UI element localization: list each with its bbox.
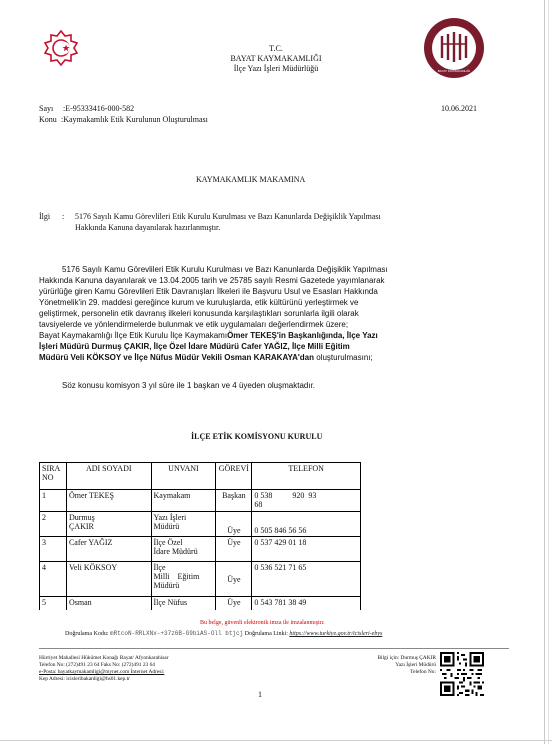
body-line-6: tavsiyelerde ve yönlendirmelerde bulunmak ve etik uygulamaları değerlendirmek üzere; [39, 320, 349, 329]
footer-kep-line: Kep Adresi: icisleribakanligi@hs01.kep.tr [39, 676, 130, 682]
body-line-8-bold: İşleri Müdürü Durmuş ÇAKIR, İlçe Özel İdare Müdürü Cafer YAĞIZ, İlçe Milli Eğitim [39, 342, 350, 351]
sayi-label: Sayı [39, 104, 54, 113]
qr-code [440, 652, 484, 696]
table-title: İLÇE ETİK KOMİSYONU KURULU [191, 432, 323, 441]
cell-name: Durmuş ÇAKIR [66, 512, 151, 537]
table-row [40, 562, 361, 597]
cell-title: Kaymakam [151, 490, 216, 512]
cell-no: 2 [40, 512, 67, 537]
header-tc: T.C. [269, 44, 283, 53]
table-row [40, 537, 361, 562]
header-telefon: TELEFON [252, 463, 361, 490]
cell-no: 3 [40, 537, 67, 562]
footer-address [39, 655, 279, 683]
body-line-9-bold: Müdürü Veli KÖKSOY ve İlçe Nüfus Müdür Vekili Osman KARAKAYA'dan [39, 353, 315, 362]
ilgi-separator: : [62, 212, 65, 221]
cell-role: Üye [216, 512, 252, 537]
cell-title: İlçe Özel İdare Müdürü [151, 537, 216, 562]
header-sira-no: SIRA NO [40, 463, 67, 490]
page-edge-right-shadow [548, 0, 549, 744]
cell-title: İlçe Nüfus [151, 597, 216, 611]
cell-name: Veli KÖKSOY [66, 562, 151, 597]
page-edge-bottom [0, 740, 552, 741]
footer-contact [330, 655, 436, 676]
body-line-9-plain: oluşturulmasını; [314, 353, 373, 362]
header-department: İlçe Yazı İşleri Müdürlüğü [233, 64, 319, 73]
body-line-9 [39, 352, 541, 363]
cell-no: 1 [40, 490, 67, 512]
cell-phone: 0 543 781 38 49 [252, 597, 361, 611]
cell-role: Üye [216, 597, 252, 611]
cell-phone: 0 538 920 93 68 [252, 490, 361, 512]
ilgi-label: İlgi [39, 212, 51, 221]
addressee: KAYMAKAMLIK MAKAMINA [196, 175, 306, 184]
cell-title: Yazı İşleri Müdürü [151, 512, 216, 537]
verification-code-label: Doğrulama Kodu: [65, 631, 109, 637]
cell-title: İlçe Milli Eğitim Müdürü [151, 562, 216, 597]
ilgi-line1: 5176 Sayılı Kamu Görevlileri Etik Kurulu Kurulması ve Bazı Kanunlarda Değişiklik Yapılması [75, 212, 381, 221]
cell-role: Başkan [216, 490, 252, 512]
table-row [40, 597, 361, 611]
verification-line [65, 630, 382, 637]
verification-code-value: mRtcoN-RRLXNx-+37z6B-G9biAS-Oll btjcj [110, 630, 244, 637]
cell-no: 4 [40, 562, 67, 597]
cell-phone: 0 537 429 01 18 [252, 537, 361, 562]
cell-no: 5 [40, 597, 67, 611]
footer-info-title: Yazı İşleri Müdürü [395, 662, 436, 668]
verification-link-label: Doğrulama Linki: [244, 631, 288, 637]
header-institution: BAYAT KAYMAKAMLIĞI [230, 54, 322, 63]
body-line-4: Yönetmelik'in 29. maddesi gereğince kurum ve kuruluşlarda, etik kültürünü yerleştirmek ve [39, 298, 359, 307]
table-row [40, 512, 361, 537]
body-line-5: geliştirmek, personelin etik davranış ilkeleri konusunda karşılaştıkları sorunlarla ilgili olarak [39, 309, 359, 318]
page-number: 1 [258, 690, 262, 699]
konu-label: Konu [39, 115, 57, 124]
kaymakamlik-logo-text: BAYAT KAYMAKAMLIĞI [437, 69, 471, 73]
document-date: 10.06.2021 [441, 104, 477, 113]
kaymakamlik-logo [422, 16, 486, 80]
body-line-3: yürürlüğe giren Kamu Görevlileri Etik Davranışları İlkeleri ile Başvuru Usul ve Esasları Hakkında [39, 287, 378, 296]
body-line-8 [39, 341, 541, 352]
body-paragraph-2: Söz konusu komisyon 3 yıl süre ile 1 başkan ve 4 üyeden oluşmaktadır. [62, 381, 316, 390]
body-line-7-bold: Ömer TEKEŞ'in Başkanlığında, İlçe Yazı [227, 331, 378, 340]
ministry-logo [38, 28, 84, 68]
cell-role: Üye [216, 562, 252, 597]
footer-info-phone: Telefon No: [410, 669, 436, 675]
esign-notice: Bu belge, güvenli elektronik imza ile imzalanmıştır. [200, 620, 325, 626]
table-header-row [40, 463, 361, 490]
footer-email-line: e-Posta: bayatkaymakamligi@mynet.com İnternet Adresi: [39, 669, 165, 675]
table-row [40, 490, 361, 512]
komisyon-table-wrap [39, 462, 362, 610]
cell-name: Cafer YAĞIZ [66, 537, 151, 562]
footer-divider [39, 648, 509, 649]
body-paragraph [39, 264, 541, 363]
footer-address-line: Hürriyet Mahallesi Hükümet Konağı Bayat/ Afyonkarahisar [39, 655, 169, 661]
cell-role: Üye [216, 537, 252, 562]
verification-link[interactable]: https://www.turkiye.gov.tr/icisleri-ebys [289, 631, 383, 637]
cell-phone: 0 505 846 56 56 [252, 512, 361, 537]
komisyon-table [39, 462, 361, 610]
sayi-value: :E-95333416-000-582 [63, 104, 135, 113]
header-gorevi: GÖREVİ [216, 463, 252, 490]
page-edge-right [544, 0, 545, 744]
body-line-1: 5176 Sayılı Kamu Görevlileri Etik Kurulu Kurulması ve Bazı Kanunlarda Değişiklik Yapılması [62, 265, 388, 274]
cell-name: Ömer TEKEŞ [66, 490, 151, 512]
body-line-2: Hakkında Kanuna dayanılarak ve 13.04.2005 tarih ve 25785 sayılı Resmi Gazetede yayımlanarak [39, 276, 385, 285]
header-unvani: UNVANI [151, 463, 216, 490]
cell-phone: 0 536 521 71 65 [252, 562, 361, 597]
ilgi-line2: Hakkında Kanuna dayanılarak hazırlanmıştır. [75, 223, 221, 232]
konu-value: :Kaymakamlık Etik Kurulunun Oluşturulması [61, 115, 208, 124]
body-line-7 [39, 330, 541, 341]
footer-phone-line: Telefon No: (272)491 23 64 Faks No: (272)491 23 64 [39, 662, 155, 668]
footer-info-name: Bilgi için: Durmuş ÇAKIR [377, 655, 436, 661]
cell-name: Osman [66, 597, 151, 611]
header-adi-soyadi: ADI SOYADI [66, 463, 151, 490]
body-line-7-plain: Bayat Kaymakamlığı İlçe Etik Kurulu İlçe Kaymakamı [39, 331, 228, 340]
